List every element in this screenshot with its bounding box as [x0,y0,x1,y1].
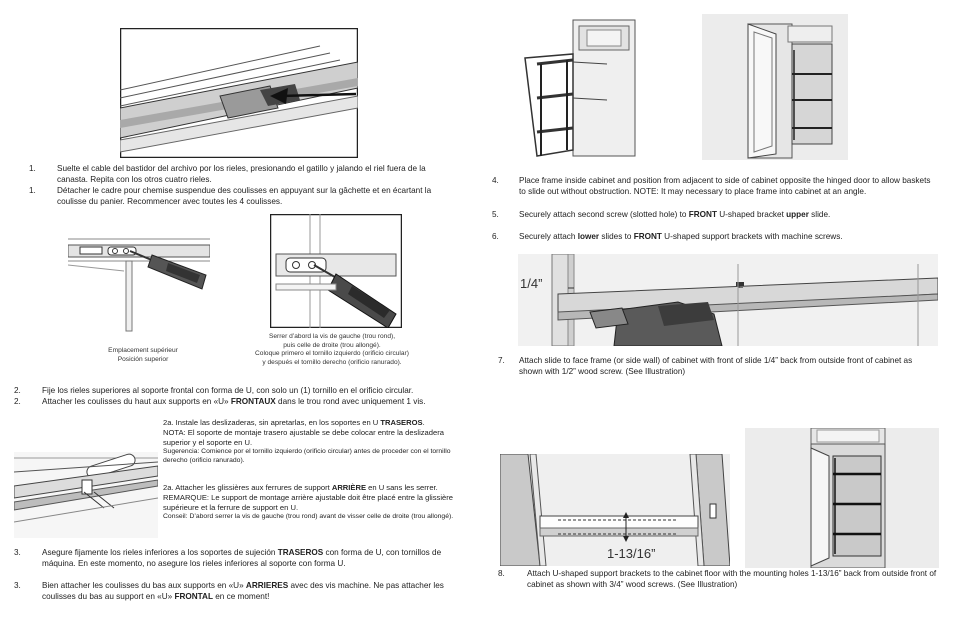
illustration-slide-quarter-inch [518,254,938,346]
step-number: 5. [492,210,499,219]
measure-height: 1-13/16” [607,546,656,561]
step-text: Détacher le cadre pour chemise suspendue des coulisses en appuyant sur la gâchette et en écartant la coulisse du panier. Recommencer avec toutes les 4 coulisses. [57,186,432,206]
step-text: Asegure fijamente los rieles inferiores a los soportes de sujeción TRASEROS con forma de U, con tornillos de máquina. En este momento, no asegure los rieles inferiores al soporte con forma U. [42,548,442,568]
caption-line: y después el tornillo derecho (orificio ranurado). [262,358,402,366]
caption-line: Coloque primero el tornillo izquierdo (orificio circular) [255,350,409,358]
step-text: Securely attach lower slides to FRONT U-shaped support brackets with machine screws. [519,232,843,241]
step-text: Fije los rieles superiores al soporte frontal con forma de U, con solo un (1) tornillo en el orificio circular. [42,386,414,395]
illustration-frame-in-cabinet [702,14,848,160]
step-number: 8. [498,569,505,578]
step-text: Attach slide to face frame (or side wall) of cabinet with front of slide 1/4” back from outside front of cabinet as shown with 1/2” wood screw. (See Illustration) [519,356,913,376]
step-number: 1. [29,164,36,173]
step-text: Suelte el cable del bastidor del archivo por los rieles, presionando el gatillo y jalando el riel fuera de la canasta. Repita con los otros cuatro rieles. [57,164,426,184]
note-line: NOTA: El soporte de montaje trasero ajustable se debe colocar entre la deslizadera superior y el soporte en U. [163,427,444,447]
illustration-frame-insert [517,14,645,160]
step-text: Attach U-shaped support brackets to the cabinet floor with the mounting holes 1-13/16” back from outside front of cabinet as shown with 3/4” wood screws. (See Illustration) [527,569,937,589]
illustration-upper-bracket [68,225,210,337]
step-number: 3. [14,548,21,557]
step-number: 2. [14,397,21,406]
caption-line: puis celle de droite (trou allongé). [283,341,381,349]
illustration-release-trigger [120,28,358,158]
illustration-rear-bracket [14,452,158,538]
illustration-cabinet-installed [745,428,939,568]
note-tip: Conseil: D’abord serrer la vis de gauche (trou rond) avant de visser celle de droite (trou allongé). [163,513,454,521]
step-text: Bien attacher les coulisses du bas aux supports en «U» ARRIERES avec des vis machine. Ne pas attacher les coulisses du bas au support en «U» FRONTAL en ce moment! [42,581,444,601]
step-number: 4. [492,176,499,185]
caption-line: Serrer d’abord la vis de gauche (trou rond), [268,333,396,340]
svg-text:E: E [738,281,744,290]
step-number: 3. [14,581,21,590]
step-number: 7. [498,356,505,365]
note-line: 2a. Attacher les glissières aux ferrures de support ARRIÈRE en U sans les serrer. [163,483,438,492]
step-number: 6. [492,232,499,241]
step-number: 2. [14,386,21,395]
caption-screw-order [232,333,432,367]
note-tip: Sugerencia: Comience por el tornillo izquierdo (orificio circular) antes de proceder con el tornillo derecho (orificio ranurado). [163,448,451,465]
caption-line: Posición superior [117,355,169,363]
step-text: Place frame inside cabinet and position from adjacent to side of cabinet opposite the hinged door to allow baskets to slide out without obstruction. NOTE: It may necessary to place frame into cabinet at an angle. [519,176,931,196]
measure-quarter-inch: 1/4” [520,276,543,291]
note-line: 2a. Instale las deslizaderas, sin apretarlas, en los soportes en U TRASEROS. [163,418,425,427]
caption-upper-position [90,347,196,364]
note-line: REMARQUE: Le support de montage arrière ajustable doit être placé entre la glissière supérieure et la ferrure de support en U. [163,492,453,512]
step-text: Attacher les coulisses du haut aux supports en «U» FRONTAUX dans le trou rond avec uniquement 1 vis. [42,397,426,406]
step-number: 1. [29,186,36,195]
illustration-screw-detail [270,214,402,328]
note-2a-french [163,483,471,521]
caption-line: Emplacement supérieur [108,347,178,354]
step-text: Securely attach second screw (slotted hole) to FRONT U-shaped bracket upper slide. [519,210,831,219]
note-2a-spanish [163,418,471,465]
